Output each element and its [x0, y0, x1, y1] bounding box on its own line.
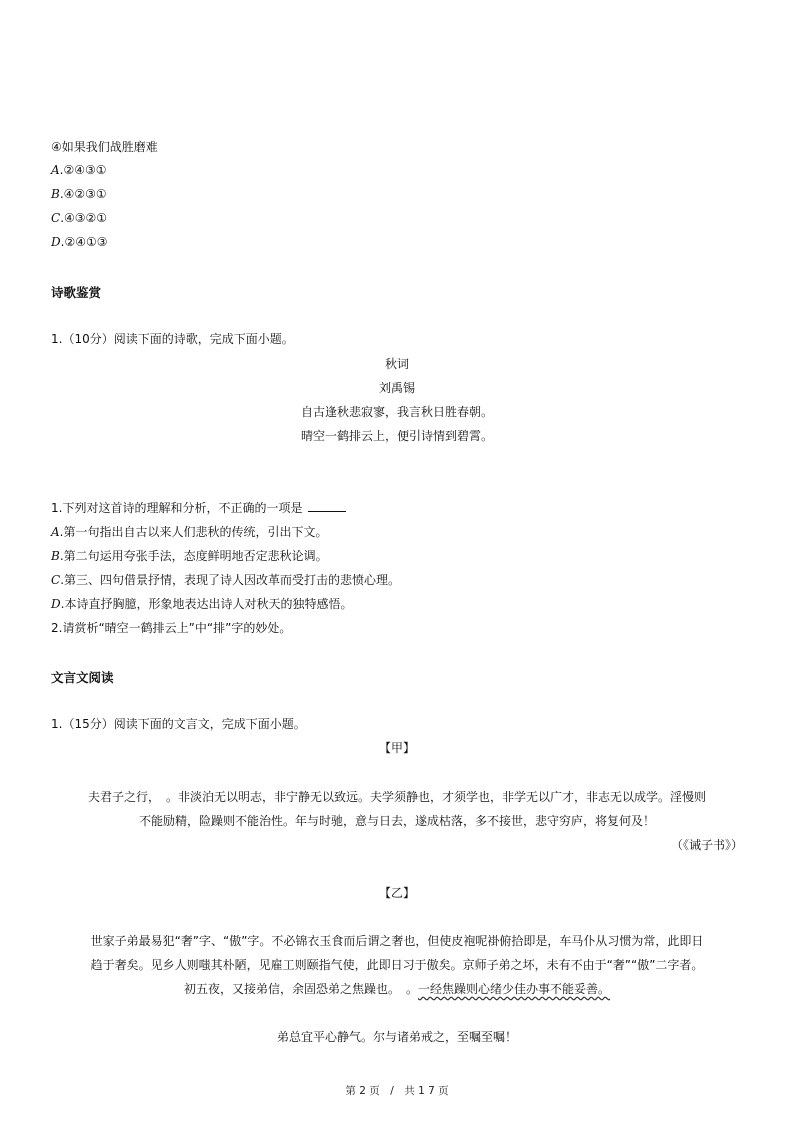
passage-text: 初五夜，又接弟信，余固恐弟之焦躁也。 。: [183, 982, 418, 996]
poem-author: 刘禹锡: [378, 381, 415, 395]
option-text: .④②③①: [59, 187, 107, 201]
option-text: .本诗直抒胸臆，形象地表达出诗人对秋天的独特感悟。: [60, 597, 353, 611]
classical-heading: 文言文阅读: [51, 670, 114, 685]
passage-jia-label: 【甲】: [378, 741, 415, 755]
poem-line-2: 晴空一鹤排云上，便引诗情到碧霄。: [300, 429, 493, 443]
sub1-option-b[interactable]: [51, 548, 328, 564]
sub1-option-a[interactable]: [51, 524, 328, 540]
poem-line-1: 自古逢秋悲寂寥，我言秋日胜春朝。: [300, 405, 493, 419]
answer-blank[interactable]: [308, 499, 346, 512]
poetry-subquestion-2: 2.请赏析“晴空一鹤排云上”中“排”字的妙处。: [51, 621, 292, 635]
poetry-heading: 诗歌鉴赏: [51, 285, 102, 300]
option-text: .②④①③: [60, 235, 108, 249]
option-letter: B: [51, 549, 60, 563]
option-b[interactable]: [51, 186, 107, 202]
option-text: .④③②①: [60, 211, 108, 225]
subquestion-text: 1.下列对这首诗的理解和分析，不正确的一项是: [51, 501, 303, 515]
option-d[interactable]: [51, 234, 107, 250]
underlined-sentence: 一经焦躁则心绪少佳办事不能妥善。: [418, 982, 611, 996]
classical-question: 1.（15分）阅读下面的文言文，完成下面小题。: [51, 717, 306, 731]
passage-yi-label: 【乙】: [378, 886, 415, 900]
option-letter: D: [51, 597, 61, 611]
passage-jia-source: （《诫子书》）: [670, 838, 743, 852]
poetry-subquestion-1: [51, 499, 346, 516]
option-letter: A: [51, 525, 60, 539]
option-letter: C: [51, 573, 61, 587]
poetry-question: 1.（10分）阅读下面的诗歌，完成下面小题。: [51, 332, 294, 346]
sub1-option-c[interactable]: [51, 572, 400, 588]
passage-yi-line-2: 趋于奢矣。见乡人则嗤其朴陋，见雇工则颐指气使，此即日习于傲矣。京师子弟之坏，未有不由于“奢”“傲”二字者。: [90, 958, 704, 972]
page-footer: 第 2 页 / 共 1 7 页: [345, 1085, 449, 1097]
option-c[interactable]: [51, 210, 107, 226]
statement-4: ④如果我们战胜磨难: [51, 140, 158, 154]
option-letter: A: [51, 163, 60, 177]
option-text: .第二句运用夸张手法，态度鲜明地否定悲秋论调。: [59, 549, 328, 563]
passage-yi-line-4: 弟总宜平心静气。尔与诸弟戒之，至嘱至嘱！: [276, 1030, 517, 1044]
passage-yi-line-1: 世家子弟最易犯“奢”字、“傲”字。不必锦衣玉食而后谓之奢也，但使皮袍呢褂俯拾即是，车马仆从习惯为常，此即日: [90, 934, 704, 948]
option-letter: C: [51, 211, 61, 225]
option-letter: B: [51, 187, 60, 201]
passage-jia-line-1: 夫君子之行， 。非淡泊无以明志，非宁静无以致远。夫学须静也，才须学也，非学无以广才，非志无以成学。淫慢则: [87, 790, 706, 804]
option-letter: D: [51, 235, 61, 249]
option-text: .第三、四句借景抒情，表现了诗人因改革而受打击的悲愤心理。: [60, 573, 401, 587]
sub1-option-d[interactable]: [51, 596, 352, 612]
option-text: .第一句指出自古以来人们悲秋的传统，引出下文。: [59, 525, 328, 539]
option-text: .②④③①: [59, 163, 107, 177]
option-a[interactable]: [51, 162, 107, 178]
passage-jia-line-2: 不能励精，险躁则不能治性。年与时驰，意与日去，遂成枯落，多不接世，悲守穷庐，将复何及！: [138, 814, 655, 828]
passage-yi-line-3: [0, 981, 794, 997]
poem-title: 秋词: [384, 357, 409, 371]
